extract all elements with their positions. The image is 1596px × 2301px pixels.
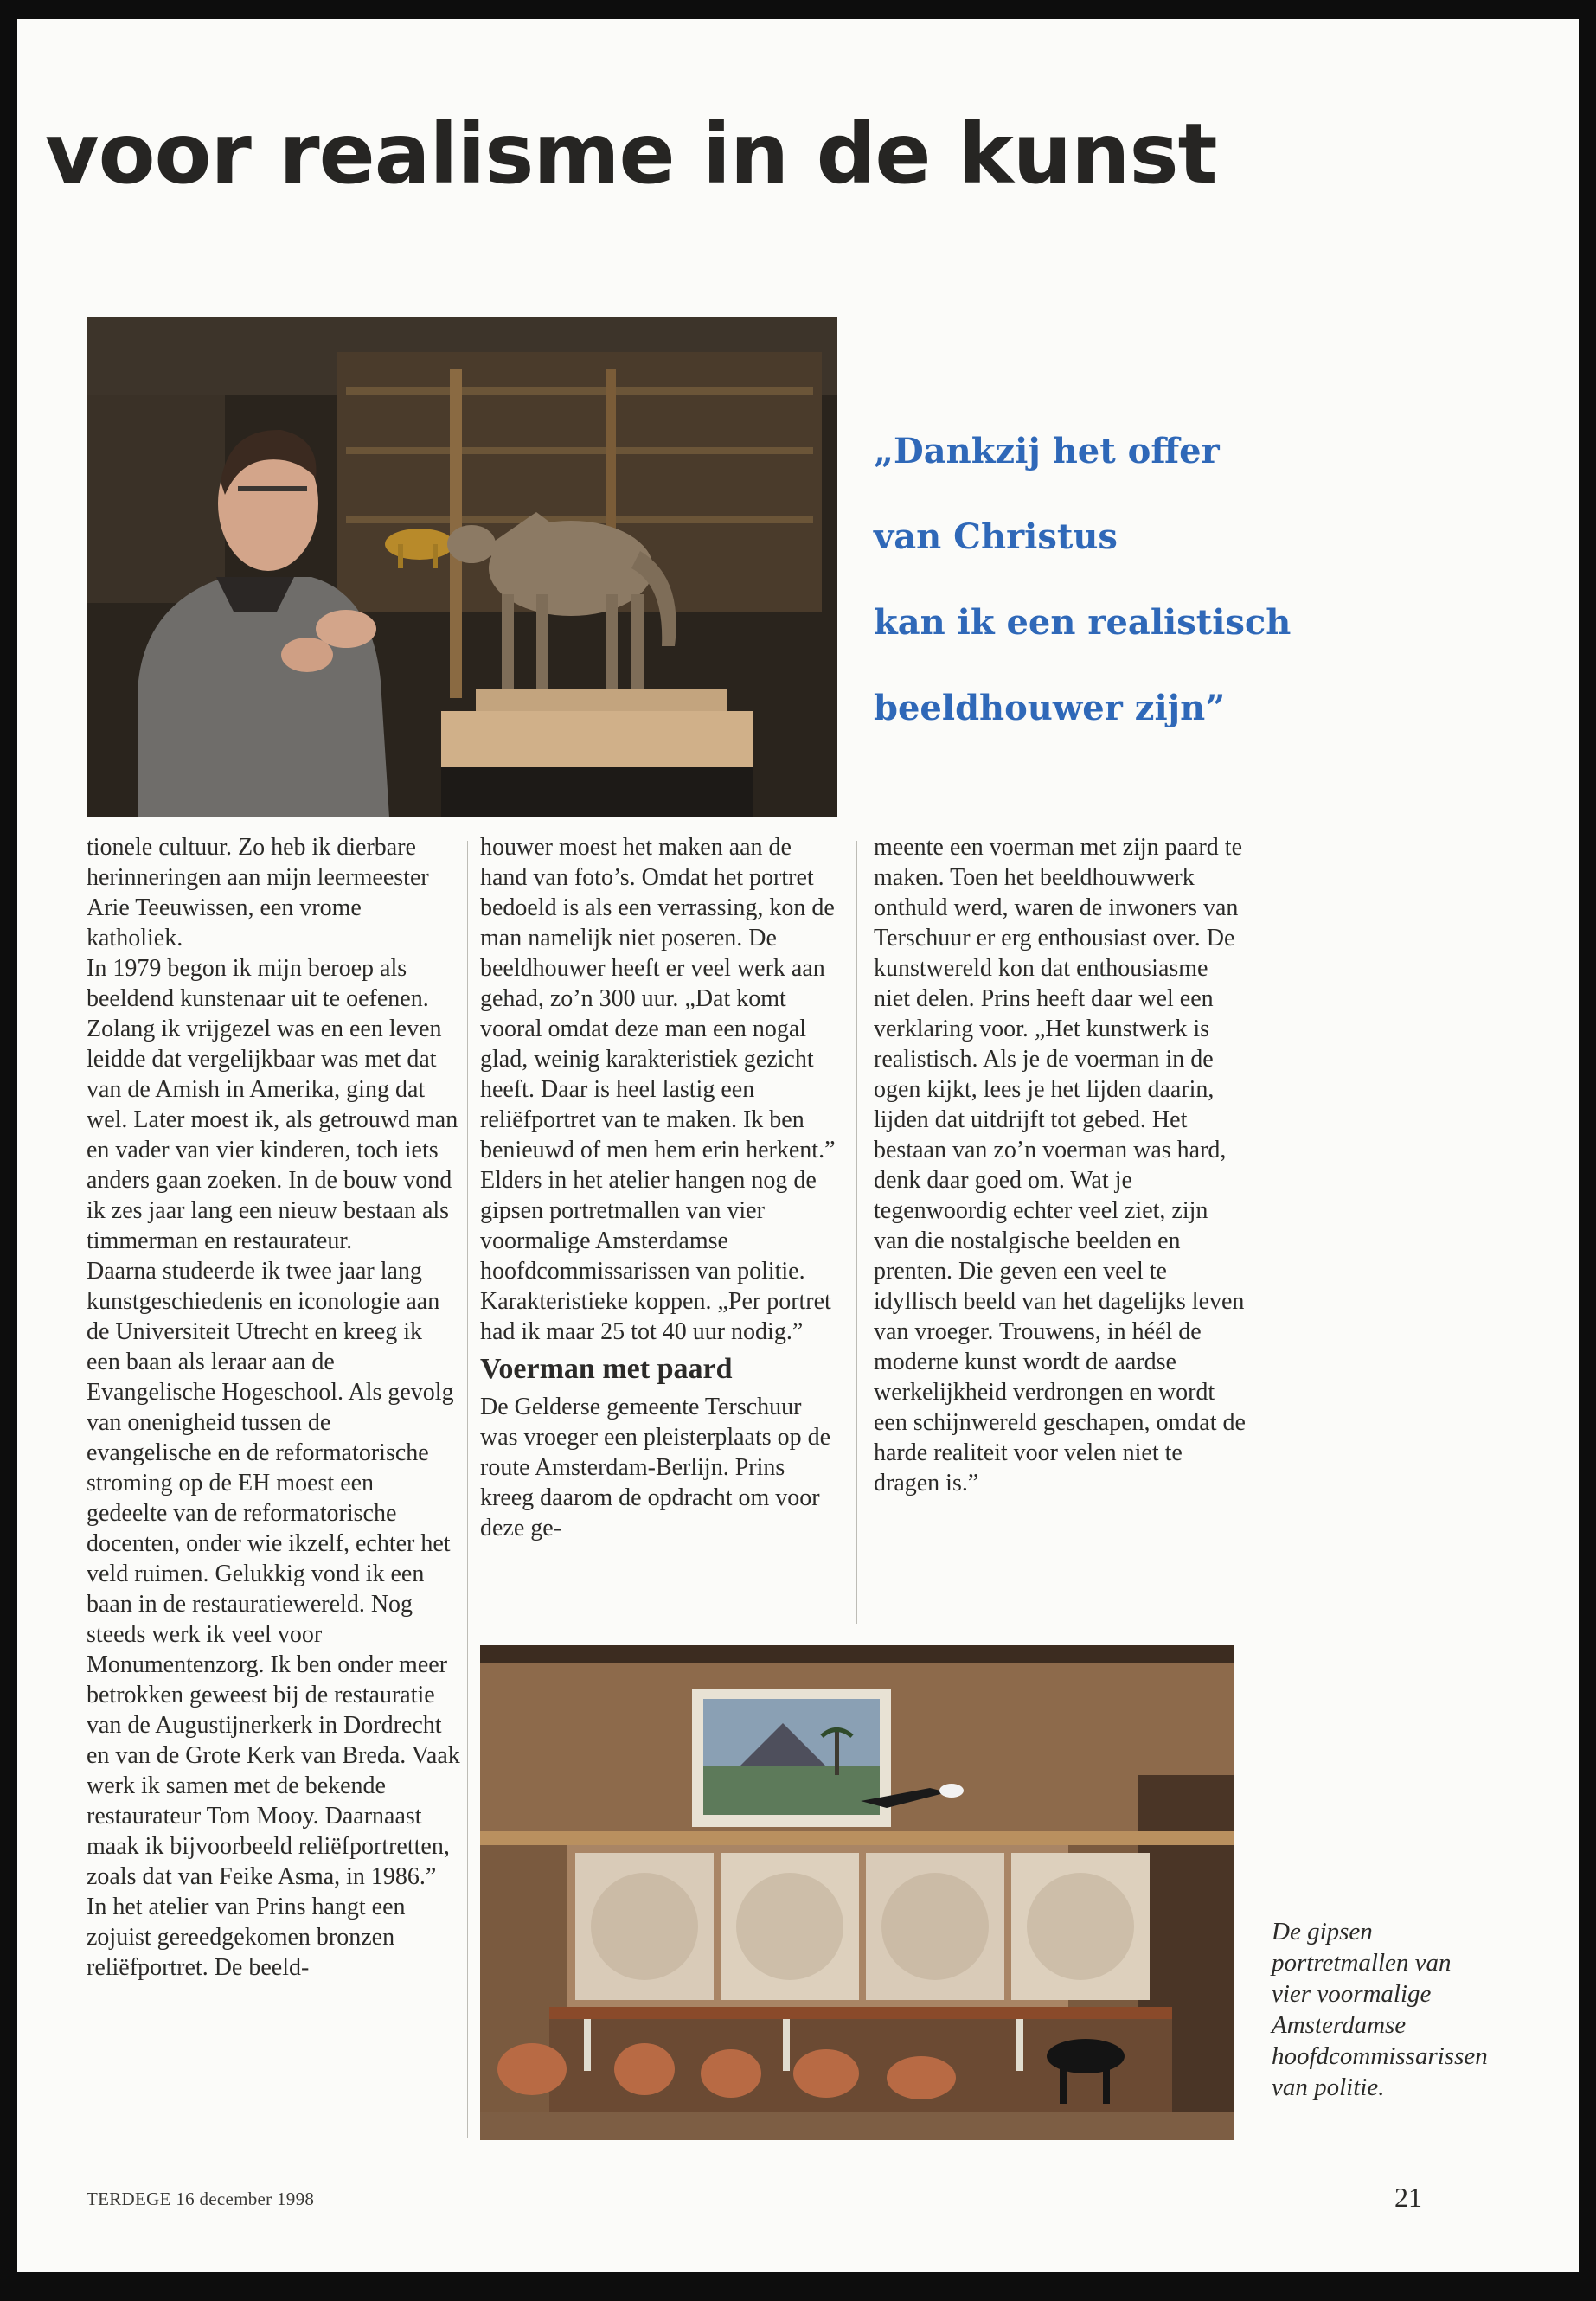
section-subheading: Voerman met paard [480,1353,733,1385]
pull-quote [874,408,1324,751]
column-divider [856,841,857,1624]
paragraph: houwer moest het maken aan de hand van foto’s. Omdat het portret bedoeld is als een verrassing, kon de man namelijk niet poseren. De beeldhouwer heeft er veel werk aan gehad, zo’n 300 uur. „Dat komt vooral omdat deze man een nogal glad, weinig karakteristiek gezicht heeft. Daar is heel lastig een reliëfportret van te maken. Ik ben benieuwd of men hem erin herkent.” Elders in het atelier hangen nog de gipsen portretmallen van vier voormalige Amsterdamse hoofdcommissarissen van politie. Karakteristieke koppen. „Per portret had ik maar 25 tot 40 uur nodig.” [480,834,836,1345]
paragraph: In 1979 begon ik mijn beroep als beeldend kunstenaar uit te oefenen. Zolang ik vrijgezel was en een leven leidde dat vergelijkbaar was met dat van de Amish in Amerika, ging dat wel. Later moest ik, als getrouwd man en vader van vier kinderen, toch iets anders gaan zoeken. In de bouw vond ik zes jaar lang een nieuw bestaan als timmerman en restaurateur. [87,955,458,1254]
paragraph: In het atelier van Prins hangt een zojuist gereedgekomen bronzen reliëfportret. De beeld- [87,1894,406,1981]
body-column-2 [480,832,843,1543]
pull-quote-line: „Dankzij het offer [874,431,1220,471]
sculptor-photo [87,317,837,817]
paragraph: De Gelderse gemeente Terschuur was vroeger een pleisterplaats op de route Amsterdam-Berlijn. Prins kreeg daarom de opdracht om voor deze ge- [480,1394,831,1541]
body-column-1 [87,832,460,1983]
paragraph: meente een voerman met zijn paard te maken. Toen het beeldhouwwerk onthuld werd, waren de inwoners van Terschuur er erg enthousiast over. De kunstwereld kon dat enthousiasme niet delen. Prins heeft daar wel een verklaring voor. „Het kunstwerk is realistisch. Als je de voerman in de ogen kijkt, lees je het lijden daarin, lijden dat uitdrijft tot gebed. Het bestaan van zo’n voerman was hard, denk daar goed om. Wat je tegenwoordig echter veel ziet, zijn van die nostalgische beelden en prenten. Die geven een veel te idyllisch beeld van het dagelijks leven van vroeger. Trouwens, in héél de moderne kunst wordt de aardse werkelijkheid verdrongen en wordt een schijnwereld geschapen, omdat de harde realiteit voor velen niet te dragen is.” [874,834,1246,1497]
paragraph: Daarna studeerde ik twee jaar lang kunstgeschiedenis en iconologie aan de Universiteit Utrecht en kreeg ik een baan als leraar aan de Evangelische Hogeschool. Als gevolg van onenigheid tussen de evangelische en de reformatorische stroming op de EH moest een gedeelte van de reformatorische docenten, onder wie ikzelf, echter het veld ruimen. Gelukkig vond ik een baan in de restauratiewereld. Nog steeds werk ik veel voor Monumentenzorg. Ik ben onder meer betrokken geweest bij de restauratie van de Augustijnerkerk in Dordrecht en van de Grote Kerk van Breda. Vaak werk ik samen met de bekende restaurateur Tom Mooy. Daarnaast maak ik bijvoorbeeld reliëfportretten, zoals dat van Feike Asma, in 1986.” [87,1258,460,1890]
photo-caption: De gipsen portretmallen van vier voormalige Amsterdamse hoofdcommissarissen van politie. [1272,1918,1488,2101]
pull-quote-line: kan ik een realistisch [874,602,1292,643]
paragraph: tionele cultuur. Zo heb ik dierbare herinneringen aan mijn leermeester Arie Teeuwissen, een vrome katholiek. [87,834,429,952]
pull-quote-line: beeldhouwer zijn” [874,688,1226,728]
body-column-3 [874,832,1246,1498]
pull-quote-line: van Christus [874,516,1118,557]
page-number: 21 [1394,2182,1422,2213]
article-headline: voor realisme in de kunst [45,106,1217,202]
plaster-molds-photo [480,1645,1234,2140]
column-divider [467,841,468,2138]
publication-footer: TERDEGE 16 december 1998 [87,2189,315,2209]
magazine-page [17,19,1579,2272]
